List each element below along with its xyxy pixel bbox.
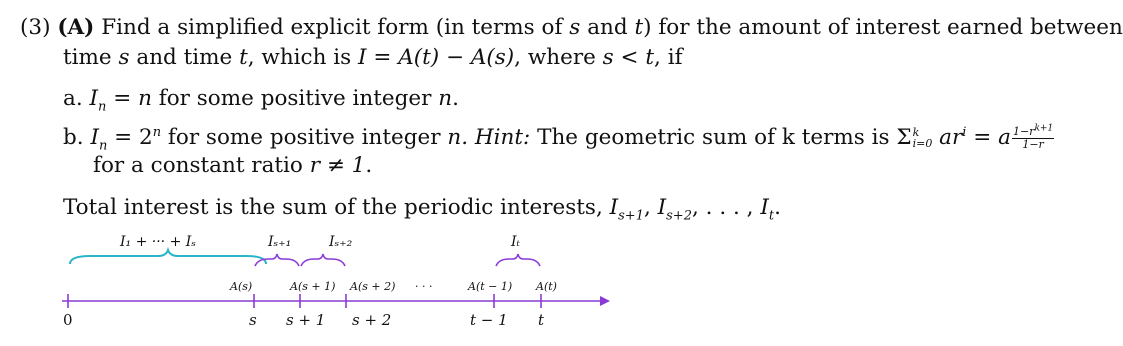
amount-dots: · · · — [415, 280, 433, 293]
brace-s1 — [255, 254, 299, 266]
amount-A-t: A(t) — [536, 280, 557, 293]
var-t-2: t — [239, 45, 248, 70]
brace-t — [496, 254, 540, 266]
label-I-s2: Iₛ₊₂ — [329, 234, 353, 250]
amount-A-s1: A(s + 1) — [290, 280, 336, 293]
label-I-t: Iₜ — [511, 234, 520, 250]
tick-label-t: t — [538, 311, 545, 329]
item-a-n2: n — [438, 86, 453, 111]
seq-sub-1: s+1 — [618, 208, 644, 224]
item-a-sub: n — [98, 99, 107, 115]
item-b-eq: = 2 — [107, 125, 153, 150]
word-where: , where — [514, 45, 596, 70]
sum-symbol: Σ — [896, 125, 912, 150]
item-b-I: I — [90, 125, 99, 150]
problem-text-2: ) for the amount of interest earned between — [643, 15, 1123, 40]
frac-numerator: 1−r — [1012, 124, 1035, 138]
cyan-brace — [70, 250, 266, 264]
item-a-eq: = — [106, 86, 139, 111]
var-s-2: s — [118, 45, 130, 70]
word-and: and — [587, 15, 628, 40]
inequality: s < t — [602, 45, 655, 70]
item-a-n: n — [138, 86, 152, 111]
tick-label-t1: t − 1 — [470, 311, 508, 329]
frac-numerator-sup: k+1 — [1034, 122, 1054, 133]
hint-label: . Hint: — [461, 125, 531, 150]
item-b-sub: n — [98, 138, 108, 154]
label-I1-Is: I₁ + ··· + Iₛ — [120, 234, 197, 250]
item-b-cond: r ≠ 1 — [309, 153, 366, 178]
seq-sub-2: s+2 — [666, 208, 692, 224]
word-if: , if — [654, 45, 683, 70]
item-b-line2-text: for a constant ratio — [93, 153, 310, 178]
word-which-is: , which is — [247, 45, 352, 70]
tick-label-s2: s + 2 — [352, 311, 392, 329]
item-b-sup: n — [152, 124, 162, 140]
label-I-s1: Iₛ₊₁ — [268, 234, 292, 250]
seq-I-1: I — [609, 195, 619, 220]
total-text: Total interest is the sum of the periodic interests, — [63, 195, 603, 220]
word-and-time: and time — [136, 45, 233, 70]
timeline-arrow — [600, 296, 610, 306]
item-b-label: b. — [63, 125, 84, 150]
sum-sup: k — [912, 126, 920, 139]
seq-sub-last: t — [768, 208, 775, 224]
formula-interest: I = A(t) − A(s) — [358, 45, 515, 70]
item-a-I: I — [89, 86, 98, 111]
item-a-text: for some positive integer — [151, 86, 439, 111]
problem-number: (3) — [20, 15, 51, 40]
sum-term-sup: i — [962, 124, 967, 140]
sum-term: ar — [932, 125, 963, 150]
total-end: . — [774, 195, 781, 220]
var-s: s — [569, 15, 581, 40]
amount-A-s: A(s) — [230, 280, 253, 293]
var-t: t — [634, 15, 644, 40]
tick-label-s1: s + 1 — [286, 311, 326, 329]
seq-dots: , . . . , — [691, 195, 761, 220]
item-b-line2-end: . — [365, 153, 373, 178]
problem-text-1: Find a simplified explicit form (in terms of — [101, 15, 563, 40]
frac-denominator: 1−r — [1022, 137, 1044, 151]
tick-label-s: s — [249, 311, 257, 329]
seq-I-2: I — [657, 195, 667, 220]
amount-A-t1: A(t − 1) — [468, 280, 513, 293]
item-a-end: . — [452, 86, 459, 111]
sum-eq: = a — [966, 125, 1011, 150]
problem-part: (A) — [57, 15, 95, 40]
hint-text: The geometric sum of k terms is — [530, 125, 897, 150]
item-b-text: for some positive integer — [161, 125, 448, 150]
word-time: time — [63, 45, 112, 70]
tick-label-0: 0 — [63, 311, 73, 329]
item-b-n: n — [447, 125, 462, 150]
amount-A-s2: A(s + 2) — [350, 280, 396, 293]
brace-s2 — [301, 254, 345, 266]
seq-I-last: I — [760, 195, 769, 220]
item-a-label: a. — [63, 86, 83, 111]
sum-sub: i=0 — [912, 137, 933, 150]
total-interest-line: Total interest is the sum of the periodic interests, $I_{s+1}$, $I_{s+2}$, . . . , $I_t$. — [63, 195, 781, 224]
